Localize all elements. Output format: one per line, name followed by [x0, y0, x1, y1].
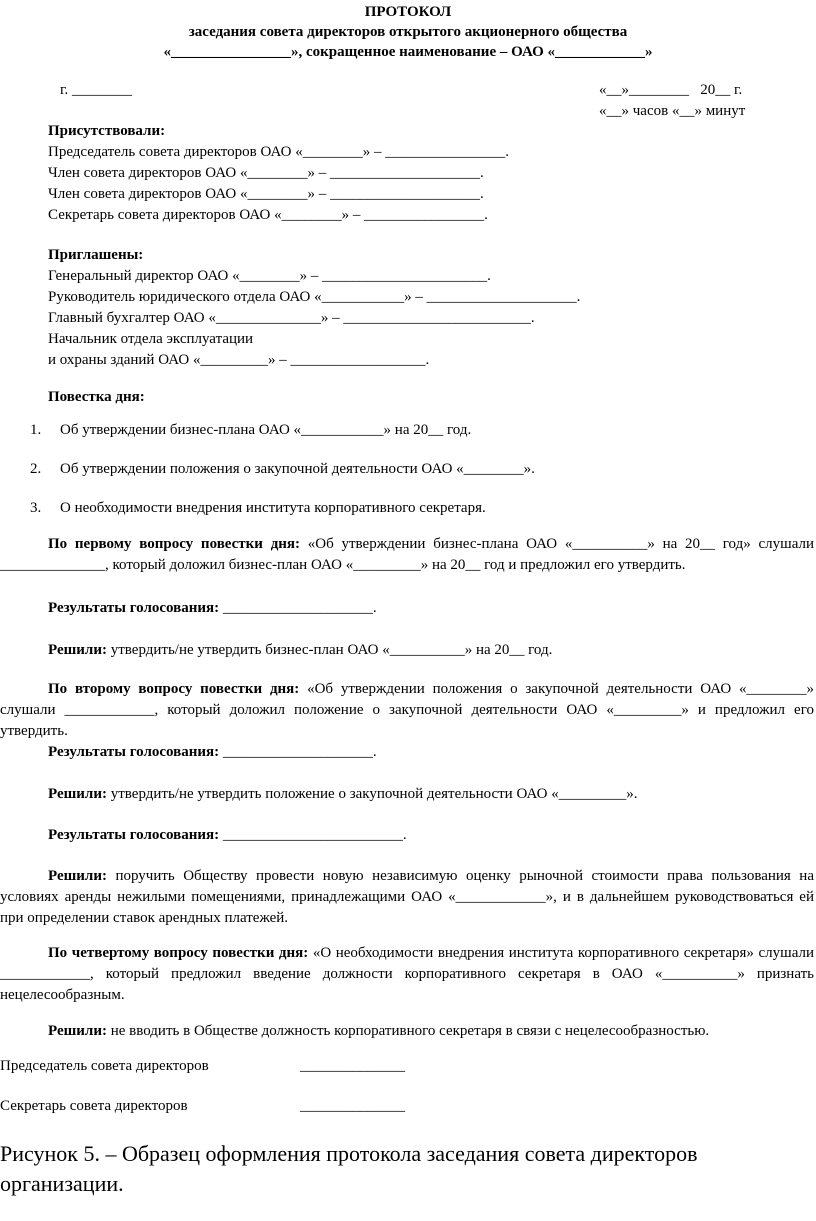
decision-text: утвердить/не утвердить бизнес-план ОАО «__________» на 20__ год.	[106, 642, 553, 658]
decision-text: не вводить в Обществе должность корпоративного секретаря в связи с нецелесообразностью.	[106, 1023, 710, 1039]
question-4-paragraph	[0, 943, 814, 1006]
voting-results-2	[48, 742, 377, 763]
document-title: ПРОТОКОЛ	[364, 4, 452, 20]
invited-line: Главный бухгалтер ОАО «______________» – _________________________.	[48, 310, 535, 326]
meeting-time: «__» часов «__» минут	[599, 103, 746, 119]
voting-results-label: Результаты голосования:	[48, 827, 220, 843]
document-subtitle: заседания совета директоров открытого акционерного общества	[188, 24, 628, 40]
decision-text: поручить Обществу провести новую независимую оценку рыночной стоимости права пользования на условиях аренды нежилыми помещениями, принадлежащими ОАО «____________», и в дальнейшем руководствоваться ей при определении ставок арендных платежей.	[0, 868, 814, 926]
agenda-item-text: Об утверждении положения о закупочной деятельности ОАО «________».	[60, 461, 535, 477]
voting-results-label: Результаты голосования:	[48, 600, 220, 616]
secretary-signature-line: ______________	[300, 1098, 405, 1114]
present-line: Член совета директоров ОАО «________» – ____________________.	[48, 186, 484, 202]
invited-line: Начальник отдела эксплуатации	[48, 331, 254, 347]
present-line: Председатель совета директоров ОАО «________» – ________________.	[48, 144, 509, 160]
voting-results-3	[48, 825, 407, 846]
figure-caption: Рисунок 5. – Образец оформления протокола заседания совета директоров организации.	[0, 1141, 698, 1196]
decision-label: Решили:	[48, 786, 107, 802]
present-heading: Присутствовали:	[48, 123, 166, 139]
question-2-paragraph	[0, 679, 814, 742]
present-line: Секретарь совета директоров ОАО «________» – ________________.	[48, 207, 488, 223]
agenda-item-text: Об утверждении бизнес-плана ОАО «___________» на 20__ год.	[60, 422, 472, 438]
question-2-lead: По второму вопросу повестки дня:	[48, 681, 300, 697]
decision-label: Решили:	[48, 642, 107, 658]
meeting-date: «__»________ 20__ г.	[599, 82, 743, 98]
voting-results-value: ________________________.	[219, 827, 407, 843]
invited-heading: Приглашены:	[48, 247, 144, 263]
decision-3-paragraph	[0, 866, 814, 929]
question-1-lead: По первому вопросу повестки дня:	[48, 536, 301, 552]
meeting-place: г. ________	[60, 82, 132, 98]
agenda-item-text: О необходимости внедрения института корпоративного секретаря.	[60, 500, 486, 516]
decision-label: Решили:	[48, 868, 107, 884]
invited-line: Генеральный директор ОАО «________» – ______________________.	[48, 268, 491, 284]
agenda-item-number: 1.	[30, 422, 42, 438]
agenda-item-number: 2.	[30, 461, 42, 477]
question-4-text: «О необходимости внедрения института корпоративного секретаря» слушали ____________, который предложил введение должности корпоративного секретаря в ОАО «__________» признать нецелесообразным.	[0, 945, 815, 1003]
decision-text: утвердить/не утвердить положение о закупочной деятельности ОАО «_________».	[106, 786, 638, 802]
voting-results-1	[48, 598, 377, 619]
question-1-paragraph	[0, 534, 814, 576]
voting-results-value: ____________________.	[219, 744, 377, 760]
question-1-text: «Об утверждении бизнес-плана ОАО «__________» на 20__ год» слушали ______________, который доложил бизнес-план ОАО «_________» на 20__ год и предложил его утвердить.	[0, 536, 814, 573]
decision-2	[48, 784, 637, 805]
question-4-lead: По четвертому вопросу повестки дня:	[48, 945, 309, 961]
decision-1	[48, 640, 552, 661]
present-line: Член совета директоров ОАО «________» – ____________________.	[48, 165, 484, 181]
agenda-item-number: 3.	[30, 500, 42, 516]
voting-results-value: ____________________.	[219, 600, 377, 616]
question-2-text: «Об утверждении положения о закупочной деятельности ОАО «________» слушали ____________, который доложил положение о закупочной деятельности ОАО «_________» и предложил его утвердить.	[0, 681, 814, 739]
decision-4	[48, 1021, 709, 1042]
chair-signature-label: Председатель совета директоров	[0, 1058, 209, 1074]
agenda-heading: Повестка дня:	[48, 389, 145, 405]
voting-results-label: Результаты голосования:	[48, 744, 220, 760]
invited-line: и охраны зданий ОАО «_________» – __________________.	[48, 352, 430, 368]
invited-line: Руководитель юридического отдела ОАО «___________» – ____________________.	[48, 289, 581, 305]
chair-signature-line: ______________	[300, 1058, 405, 1074]
secretary-signature-label: Секретарь совета директоров	[0, 1098, 188, 1114]
company-name-line: «________________», сокращенное наименование – ОАО «____________»	[163, 44, 653, 60]
decision-label: Решили:	[48, 1023, 107, 1039]
